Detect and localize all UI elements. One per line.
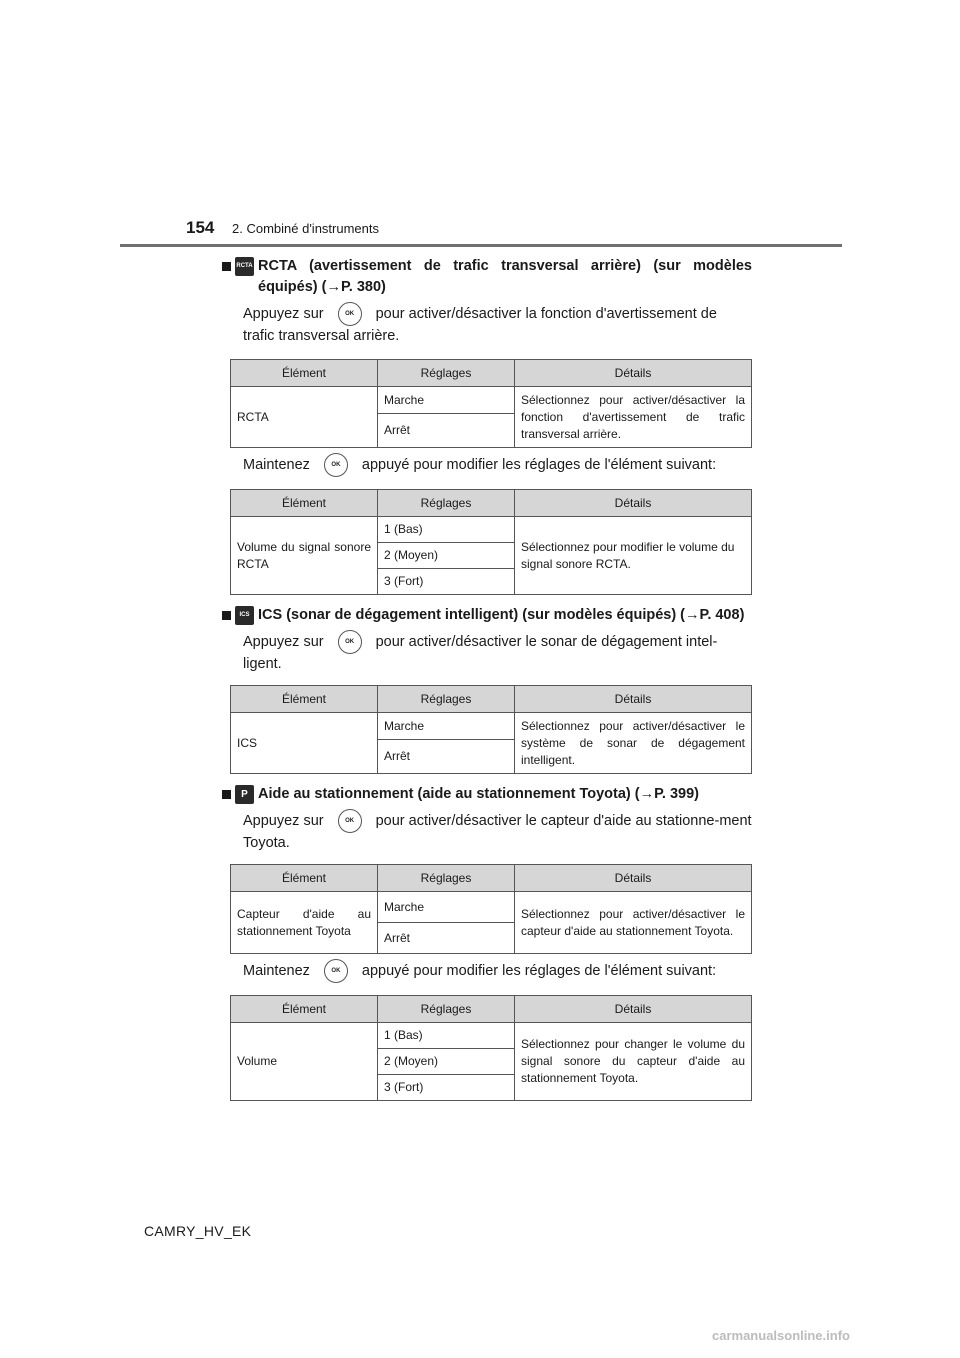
settings-table-ics: Élément Réglages Détails ICS Marche Sélectionnez pour activer/désactiver le système de sonar de dégagement intelligent. Arrêt xyxy=(230,685,752,774)
ok-button-icon: OK xyxy=(324,959,348,983)
settings-table-parking-assist: Élément Réglages Détails Capteur d'aide au stationnement Toyota Marche Sélectionnez pour activer/désactiver le capteur d'aide au stationnement Toyota. Arrêt xyxy=(230,864,752,954)
footer-model-code: CAMRY_HV_EK xyxy=(144,1223,252,1239)
instruction-paragraph: Appuyez sur OK pour activer/désactiver la fonction d'avertissement de trafic transversal arrière. xyxy=(222,302,752,347)
table-row: Volume 1 (Bas) Sélectionnez pour changer le volume du signal sonore du capteur d'aide au stationnement Toyota. xyxy=(231,1023,752,1049)
table-row: Capteur d'aide au stationnement Toyota Marche Sélectionnez pour activer/désactiver le capteur d'aide au stationnement Toyota. xyxy=(231,892,752,923)
settings-table-parking-volume: Élément Réglages Détails Volume 1 (Bas) Sélectionnez pour changer le volume du signal sonore du capteur d'aide au stationnement Toyota. 2 (Moyen) 3 (Fort) xyxy=(230,995,752,1101)
table-row: 2 (Moyen) xyxy=(231,543,752,569)
bullet-square-icon xyxy=(222,611,231,620)
ok-button-icon: OK xyxy=(338,630,362,654)
page-content xyxy=(222,256,752,1101)
heading-text: RCTA (avertissement de trafic transversal arrière) (sur modèles équipés) (→P. 380) xyxy=(258,258,752,295)
page-number: 154 xyxy=(186,218,215,237)
section-heading-parking-assist xyxy=(222,784,752,805)
instruction-paragraph: Appuyez sur OK pour activer/désactiver le capteur d'aide au stationne-ment Toyota. xyxy=(222,809,752,854)
settings-table-rcta: Élément Réglages Détails RCTA Marche Sélectionnez pour activer/désactiver la fonction d'avertissement de trafic transversal arrière. Arrêt xyxy=(230,359,752,448)
table-row: Volume du signal sonore RCTA 1 (Bas) Sélectionnez pour modifier le volume du signal sonore RCTA. xyxy=(231,517,752,543)
header-rule xyxy=(120,244,842,247)
instruction-paragraph: Maintenez OK appuyé pour modifier les réglages de l'élément suivant: xyxy=(222,453,752,477)
ok-button-icon: OK xyxy=(324,453,348,477)
section-heading-rcta xyxy=(222,256,752,298)
heading-text: Aide au stationnement (aide au stationnement Toyota) (→P. 399) xyxy=(258,786,699,802)
table-row: Arrêt xyxy=(231,740,752,774)
ok-button-icon: OK xyxy=(338,809,362,833)
instruction-paragraph: Maintenez OK appuyé pour modifier les réglages de l'élément suivant: xyxy=(222,959,752,983)
instruction-paragraph: Appuyez sur OK pour activer/désactiver le sonar de dégagement intel-ligent. xyxy=(222,630,752,675)
settings-table-rcta-volume: Élément Réglages Détails Volume du signal sonore RCTA 1 (Bas) Sélectionnez pour modifier le volume du signal sonore RCTA. 2 (Moyen) 3 (Fort) xyxy=(230,489,752,595)
ics-icon: ICS xyxy=(235,606,254,625)
bullet-square-icon xyxy=(222,262,231,271)
table-row: 3 (Fort) xyxy=(231,569,752,595)
chapter-title: 2. Combiné d'instruments xyxy=(232,221,379,236)
table-row: Arrêt xyxy=(231,923,752,954)
watermark: carmanualsonline.info xyxy=(712,1328,850,1343)
table-row: 3 (Fort) xyxy=(231,1075,752,1101)
table-row: 2 (Moyen) xyxy=(231,1049,752,1075)
bullet-square-icon xyxy=(222,790,231,799)
parking-sensor-icon: P xyxy=(235,785,254,804)
section-heading-ics xyxy=(222,605,752,626)
ok-button-icon: OK xyxy=(338,302,362,326)
table-row: RCTA Marche Sélectionnez pour activer/désactiver la fonction d'avertissement de trafic transversal arrière. xyxy=(231,387,752,414)
rcta-icon: RCTA xyxy=(235,257,254,276)
table-row: Arrêt xyxy=(231,414,752,448)
table-row: ICS Marche Sélectionnez pour activer/désactiver le système de sonar de dégagement intelligent. xyxy=(231,713,752,740)
heading-text: ICS (sonar de dégagement intelligent) (sur modèles équipés) (→P. 408) xyxy=(258,607,745,623)
